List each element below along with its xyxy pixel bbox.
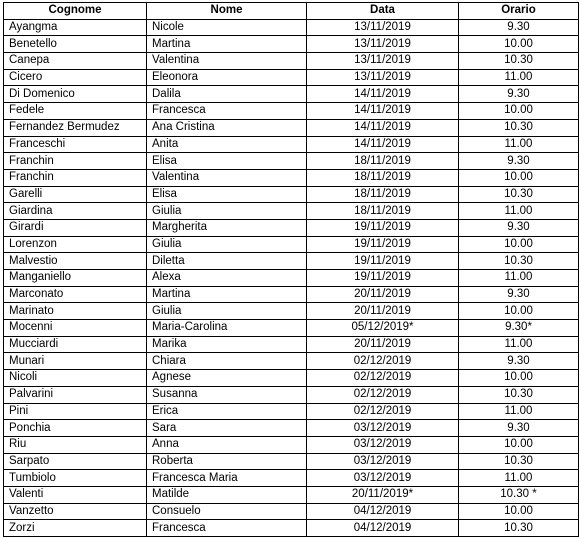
cell-cognome: Benetello [4,36,147,53]
cell-data: 05/12/2019* [307,320,459,337]
table-row [4,270,579,287]
cell-data: 03/12/2019 [307,453,459,470]
cell-nome: Alexa [147,270,307,287]
cell-cognome: Vanzetto [4,503,147,520]
cell-nome: Francesca Maria [147,470,307,487]
cell-orario: 9.30 [459,153,579,170]
cell-nome: Elisa [147,153,307,170]
cell-nome: Francesca [147,520,307,537]
cell-nome: Ana Cristina [147,119,307,136]
cell-nome: Martina [147,36,307,53]
cell-nome: Diletta [147,253,307,270]
cell-orario: 10.30 [459,520,579,537]
cell-data: 03/12/2019 [307,470,459,487]
cell-nome: Giulia [147,303,307,320]
cell-data: 04/12/2019 [307,503,459,520]
header-orario: Orario [459,3,579,20]
cell-cognome: Zorzi [4,520,147,537]
header-nome: Nome [147,3,307,20]
cell-orario: 9.30 [459,353,579,370]
cell-data: 20/11/2019 [307,336,459,353]
header-data: Data [307,3,459,20]
cell-orario: 11.00 [459,403,579,420]
cell-data: 03/12/2019 [307,420,459,437]
cell-data: 04/12/2019 [307,520,459,537]
cell-data: 02/12/2019 [307,370,459,387]
table-row [4,119,579,136]
table-row [4,420,579,437]
table-row [4,53,579,70]
cell-orario: 9.30 [459,219,579,236]
cell-cognome: Franchin [4,153,147,170]
cell-orario: 11.00 [459,470,579,487]
table-row [4,253,579,270]
cell-orario: 11.00 [459,270,579,287]
cell-data: 14/11/2019 [307,103,459,120]
header-cognome: Cognome [4,3,147,20]
cell-nome: Chiara [147,353,307,370]
cell-data: 03/12/2019 [307,436,459,453]
table-row [4,353,579,370]
table-row [4,303,579,320]
cell-nome: Valentina [147,169,307,186]
cell-nome: Consuelo [147,503,307,520]
cell-cognome: Ayangma [4,19,147,36]
cell-orario: 9.30* [459,320,579,337]
cell-orario: 9.30 [459,420,579,437]
table-row [4,136,579,153]
cell-nome: Giulia [147,203,307,220]
cell-data: 18/11/2019 [307,169,459,186]
cell-data: 19/11/2019 [307,236,459,253]
table-row [4,203,579,220]
cell-orario: 11.00 [459,336,579,353]
table-row [4,86,579,103]
cell-nome: Nicole [147,19,307,36]
cell-cognome: Fedele [4,103,147,120]
cell-data: 13/11/2019 [307,19,459,36]
table-row [4,219,579,236]
table-row [4,453,579,470]
cell-orario: 10.30 [459,386,579,403]
cell-data: 18/11/2019 [307,186,459,203]
cell-cognome: Marinato [4,303,147,320]
cell-data: 13/11/2019 [307,36,459,53]
cell-nome: Marika [147,336,307,353]
cell-cognome: Marconato [4,286,147,303]
cell-data: 20/11/2019 [307,303,459,320]
cell-orario: 10.30 [459,119,579,136]
cell-orario: 10.00 [459,36,579,53]
cell-cognome: Palvarini [4,386,147,403]
cell-orario: 10.30 [459,453,579,470]
cell-nome: Matilde [147,486,307,503]
cell-cognome: Munari [4,353,147,370]
table-row [4,503,579,520]
cell-cognome: Riu [4,436,147,453]
header-row [4,3,579,20]
cell-nome: Francesca [147,103,307,120]
cell-nome: Agnese [147,370,307,387]
cell-cognome: Cicero [4,69,147,86]
cell-data: 14/11/2019 [307,119,459,136]
table-row [4,36,579,53]
cell-data: 19/11/2019 [307,253,459,270]
table-row [4,19,579,36]
cell-cognome: Ponchia [4,420,147,437]
cell-data: 18/11/2019 [307,203,459,220]
cell-data: 20/11/2019* [307,486,459,503]
cell-orario: 10.30 [459,253,579,270]
cell-orario: 10.00 [459,236,579,253]
cell-orario: 9.30 [459,19,579,36]
cell-nome: Giulia [147,236,307,253]
cell-cognome: Canepa [4,53,147,70]
table-row [4,436,579,453]
cell-nome: Sara [147,420,307,437]
cell-nome: Eleonora [147,69,307,86]
cell-nome: Margherita [147,219,307,236]
cell-nome: Anita [147,136,307,153]
cell-cognome: Sarpato [4,453,147,470]
cell-data: 19/11/2019 [307,219,459,236]
cell-cognome: Franchin [4,169,147,186]
cell-cognome: Girardi [4,219,147,236]
cell-orario: 10.30 [459,53,579,70]
cell-orario: 10.00 [459,436,579,453]
cell-orario: 10.00 [459,169,579,186]
cell-cognome: Mucciardi [4,336,147,353]
table-row [4,320,579,337]
cell-nome: Susanna [147,386,307,403]
cell-orario: 10.00 [459,503,579,520]
cell-cognome: Fernandez Bermudez [4,119,147,136]
cell-nome: Dalila [147,86,307,103]
table-row [4,286,579,303]
cell-data: 13/11/2019 [307,69,459,86]
cell-orario: 11.00 [459,136,579,153]
table-row [4,69,579,86]
cell-cognome: Garelli [4,186,147,203]
cell-nome: Roberta [147,453,307,470]
cell-data: 14/11/2019 [307,136,459,153]
cell-cognome: Mocenni [4,320,147,337]
cell-cognome: Valenti [4,486,147,503]
cell-data: 14/11/2019 [307,86,459,103]
table-row [4,470,579,487]
cell-cognome: Malvestio [4,253,147,270]
cell-orario: 10.30 * [459,486,579,503]
table-body [4,19,579,536]
table-row [4,486,579,503]
cell-orario: 10.30 [459,186,579,203]
cell-cognome: Nicoli [4,370,147,387]
table-row [4,236,579,253]
cell-orario: 11.00 [459,69,579,86]
cell-data: 19/11/2019 [307,270,459,287]
cell-orario: 10.00 [459,103,579,120]
table-row [4,336,579,353]
cell-cognome: Giardina [4,203,147,220]
cell-orario: 10.00 [459,303,579,320]
cell-orario: 9.30 [459,286,579,303]
cell-data: 02/12/2019 [307,386,459,403]
cell-data: 02/12/2019 [307,353,459,370]
cell-cognome: Lorenzon [4,236,147,253]
cell-cognome: Di Domenico [4,86,147,103]
cell-cognome: Manganiello [4,270,147,287]
cell-cognome: Franceschi [4,136,147,153]
table-row [4,169,579,186]
cell-nome: Valentina [147,53,307,70]
table-row [4,386,579,403]
table-row [4,186,579,203]
cell-data: 18/11/2019 [307,153,459,170]
cell-orario: 9.30 [459,86,579,103]
cell-nome: Elisa [147,186,307,203]
cell-nome: Erica [147,403,307,420]
cell-orario: 10.00 [459,370,579,387]
table-row [4,370,579,387]
cell-data: 02/12/2019 [307,403,459,420]
cell-cognome: Pini [4,403,147,420]
cell-nome: Maria-Carolina [147,320,307,337]
table-row [4,153,579,170]
table-row [4,520,579,537]
schedule-table [3,2,579,537]
cell-data: 20/11/2019 [307,286,459,303]
cell-nome: Anna [147,436,307,453]
cell-data: 13/11/2019 [307,53,459,70]
table-row [4,103,579,120]
cell-cognome: Tumbiolo [4,470,147,487]
cell-orario: 11.00 [459,203,579,220]
cell-nome: Martina [147,286,307,303]
table-row [4,403,579,420]
